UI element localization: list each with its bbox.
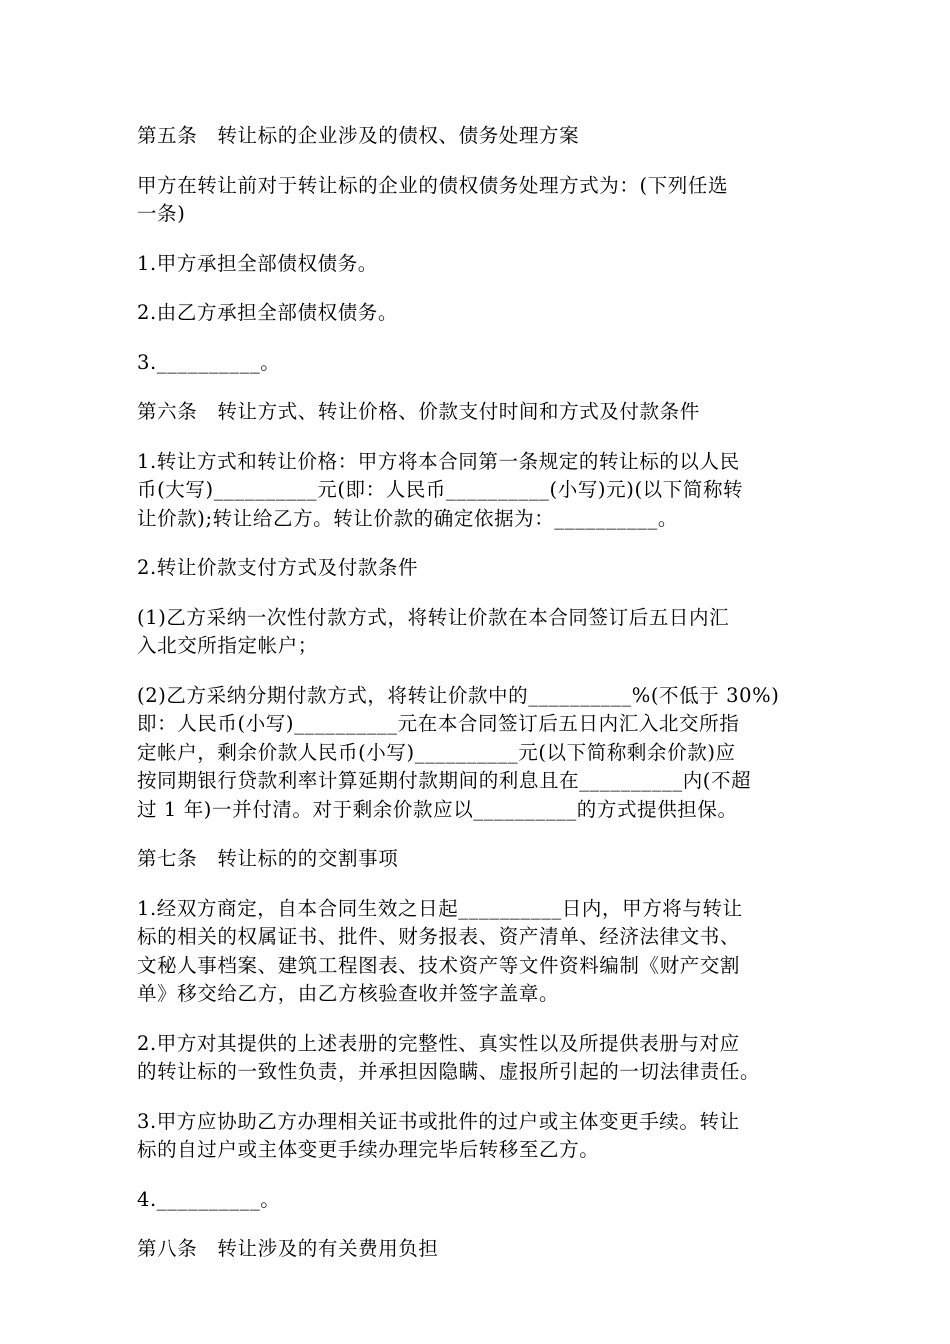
article-7-item-3: 3.甲方应协助乙方办理相关证书或批件的过户或主体变更手续。转让 标的自过户或主体变更手续办理完毕后转移至乙方。 bbox=[137, 1109, 740, 1161]
article-5-item-1: 1.甲方承担全部债权债务。 bbox=[137, 251, 378, 275]
article-7-item-2: 2.甲方对其提供的上述表册的完整性、真实性以及所提供表册与对应 的转让标的一致性负责，并承担因隐瞒、虚报所引起的一切法律责任。 bbox=[137, 1031, 761, 1083]
document-page bbox=[137, 122, 827, 1264]
article-7-item-4: 4.__________。 bbox=[137, 1187, 281, 1211]
article-6-item-2-2: (2)乙方采纳分期付款方式，将转让价款中的__________%(不低于 30%) 即：人民币(小写)__________元在本合同签订后五日内汇入北交所指 定帐户，剩余价款人民币(小写)__________元(以下简称剩余价款)应 按同期银行贷款利率计算延期付款期间的利息且在__________内(不超 过 1 年)一并付清。对于剩余价款应以__________的方式提供担保。 bbox=[137, 683, 780, 821]
article-7-item-1: 1.经双方商定，自本合同生效之日起__________日内，甲方将与转让 标的相关的权属证书、批件、财务报表、资产清单、经济法律文书、 文秘人事档案、建筑工程图表、技术资产等文件资料编制《财产交割 单》移交给乙方，由乙方核验查收并签字盖章。 bbox=[137, 896, 743, 1005]
article-5-intro: 甲方在转让前对于转让标的企业的债权债务处理方式为：(下列任选 一条) bbox=[137, 173, 729, 225]
article-5-item-3: 3.__________。 bbox=[137, 350, 281, 374]
article-6-item-1: 1.转让方式和转让价格：甲方将本合同第一条规定的转让标的以人民 币(大写)__________元(即：人民币__________(小写)元)(以下简称转 让价款);转让给乙方。转让价款的确定依据为：__________。 bbox=[137, 449, 744, 530]
article-6-item-2: 2.转让价款支付方式及付款条件 bbox=[137, 556, 419, 579]
article-6-item-2-1: (1)乙方采纳一次性付款方式，将转让价款在本合同签订后五日内汇 入北交所指定帐户； bbox=[137, 605, 730, 657]
article-5-heading: 第五条 转让标的企业涉及的债权、债务处理方案 bbox=[137, 124, 580, 147]
article-7-heading: 第七条 转让标的的交割事项 bbox=[137, 847, 399, 870]
article-5-item-2: 2.由乙方承担全部债权债务。 bbox=[137, 301, 399, 324]
article-6-heading: 第六条 转让方式、转让价格、价款支付时间和方式及付款条件 bbox=[137, 400, 700, 423]
article-8-heading: 第八条 转让涉及的有关费用负担 bbox=[137, 1237, 439, 1260]
